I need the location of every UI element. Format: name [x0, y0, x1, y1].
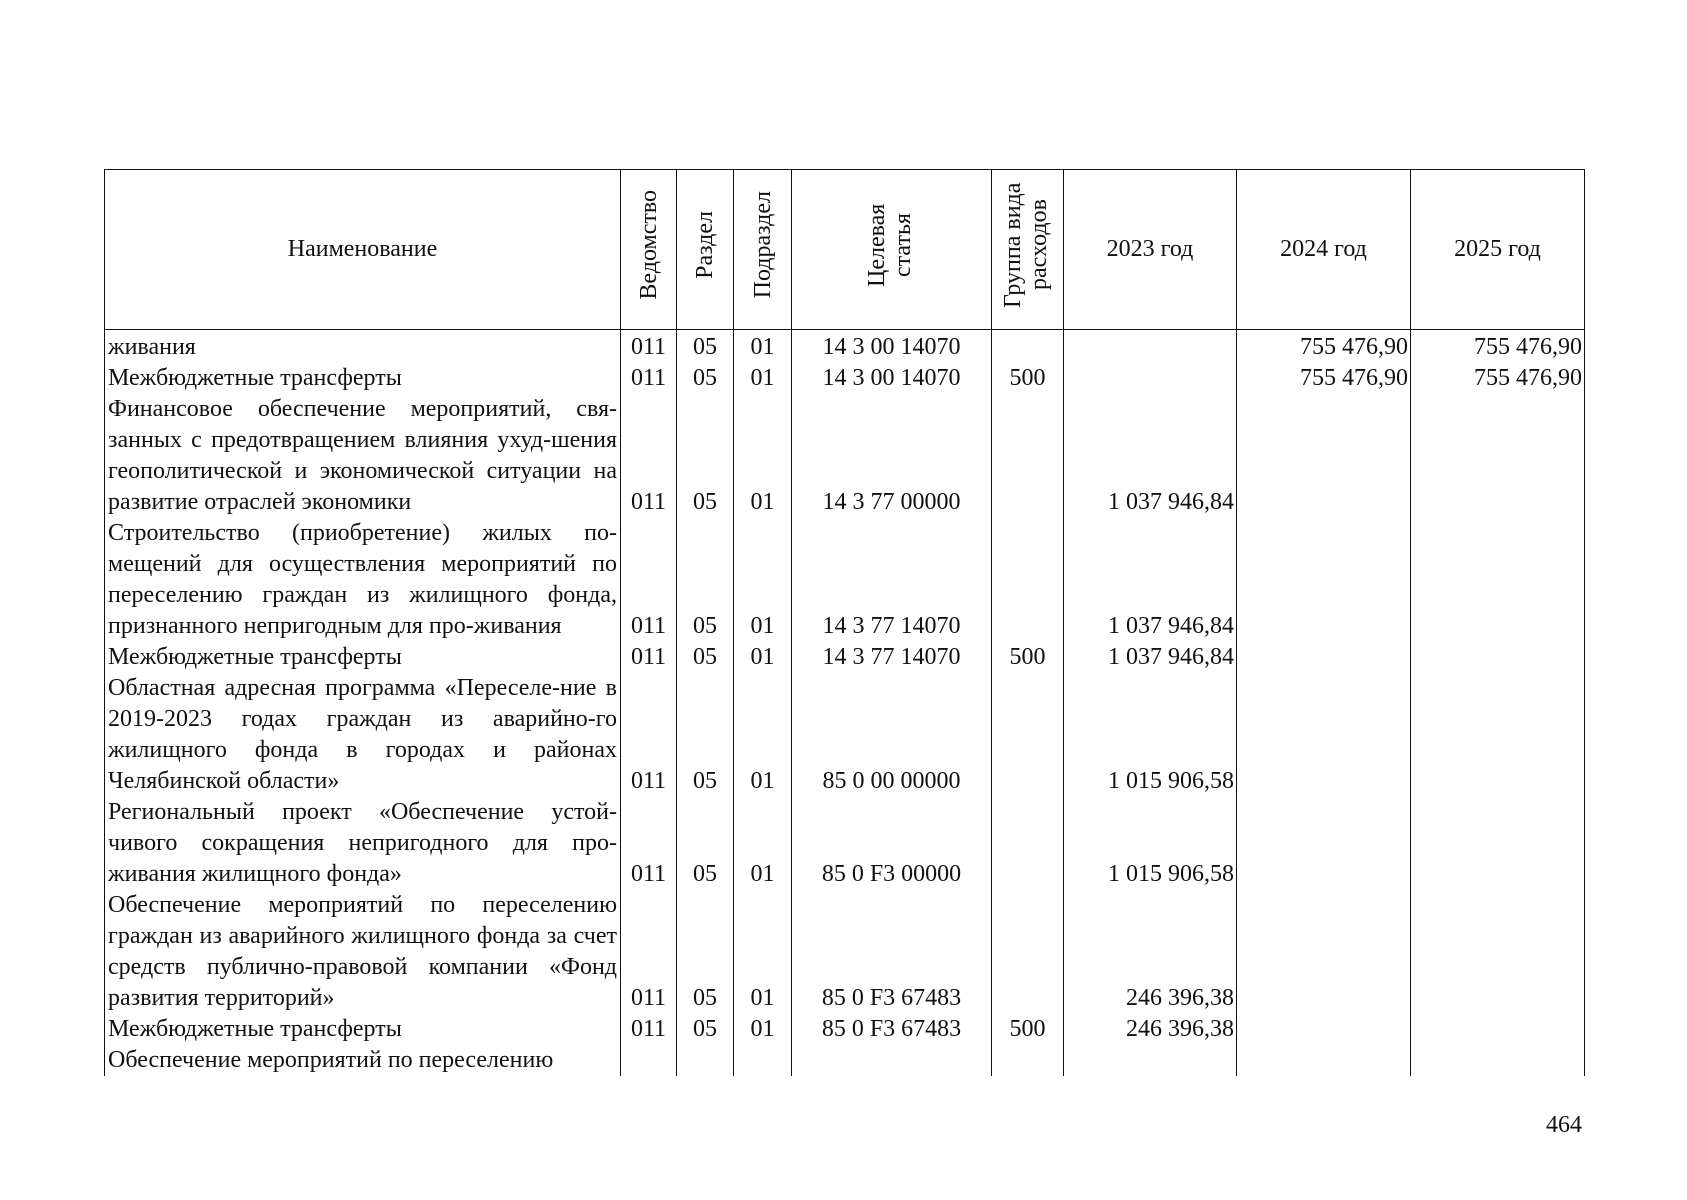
row-gruppa-vida	[992, 890, 1064, 1014]
row-value-2023: 246 396,38	[1064, 890, 1237, 1014]
row-podrazdel	[734, 1045, 792, 1076]
row-celevaya-statya: 85 0 F3 00000	[792, 797, 992, 890]
row-gruppa-vida	[992, 394, 1064, 518]
row-value-2024	[1237, 394, 1411, 518]
row-name: Межбюджетные трансферты	[105, 1014, 621, 1045]
row-name: Обеспечение мероприятий по переселению граждан из аварийного жилищного фонда за счет средств публично-правовой компании «Фонд развития территорий»	[105, 890, 621, 1014]
row-podrazdel: 01	[734, 363, 792, 394]
row-razdel: 05	[677, 330, 734, 364]
row-value-2024	[1237, 673, 1411, 797]
row-value-2025	[1411, 642, 1585, 673]
row-podrazdel: 01	[734, 642, 792, 673]
row-gruppa-vida: 500	[992, 642, 1064, 673]
table-row	[105, 1014, 1585, 1045]
row-razdel: 05	[677, 673, 734, 797]
page-number: 464	[1546, 1112, 1582, 1138]
row-celevaya-statya: 14 3 77 14070	[792, 642, 992, 673]
row-podrazdel: 01	[734, 673, 792, 797]
row-vedomstvo	[621, 1045, 677, 1076]
row-value-2024	[1237, 1045, 1411, 1076]
header-2023: 2023 год	[1064, 170, 1237, 330]
row-podrazdel: 01	[734, 330, 792, 364]
row-gruppa-vida: 500	[992, 363, 1064, 394]
row-vedomstvo: 011	[621, 394, 677, 518]
table-row	[105, 642, 1585, 673]
table-row	[105, 673, 1585, 797]
row-razdel: 05	[677, 518, 734, 642]
row-podrazdel: 01	[734, 797, 792, 890]
row-value-2023	[1064, 1045, 1237, 1076]
table-header-row	[105, 170, 1585, 330]
row-value-2023	[1064, 363, 1237, 394]
row-value-2023	[1064, 330, 1237, 364]
row-value-2025: 755 476,90	[1411, 363, 1585, 394]
row-name: Строительство (приобретение) жилых по-мещений для осуществления мероприятий по переселению граждан из жилищного фонда, признанного непригодным для про-живания	[105, 518, 621, 642]
row-celevaya-statya: 85 0 F3 67483	[792, 890, 992, 1014]
row-podrazdel: 01	[734, 890, 792, 1014]
row-name: Межбюджетные трансферты	[105, 642, 621, 673]
row-value-2023: 1 037 946,84	[1064, 518, 1237, 642]
row-gruppa-vida	[992, 518, 1064, 642]
row-value-2025	[1411, 890, 1585, 1014]
header-gruppa-vida: Группа вида расходов	[992, 170, 1064, 330]
row-podrazdel: 01	[734, 518, 792, 642]
row-vedomstvo: 011	[621, 363, 677, 394]
row-vedomstvo: 011	[621, 518, 677, 642]
budget-table	[104, 169, 1585, 1076]
row-vedomstvo: 011	[621, 890, 677, 1014]
row-value-2023: 1 037 946,84	[1064, 642, 1237, 673]
row-celevaya-statya: 14 3 77 00000	[792, 394, 992, 518]
row-value-2025	[1411, 797, 1585, 890]
row-vedomstvo: 011	[621, 1014, 677, 1045]
row-celevaya-statya: 85 0 F3 67483	[792, 1014, 992, 1045]
row-name: Региональный проект «Обеспечение устой-чивого сокращения непригодного для про-живания жилищного фонда»	[105, 797, 621, 890]
row-value-2025	[1411, 673, 1585, 797]
row-vedomstvo: 011	[621, 673, 677, 797]
row-value-2024: 755 476,90	[1237, 330, 1411, 364]
row-name: Областная адресная программа «Переселе-ние в 2019-2023 годах граждан из аварийно-го жилищного фонда в городах и районах Челябинской области»	[105, 673, 621, 797]
row-gruppa-vida	[992, 1045, 1064, 1076]
row-value-2023: 246 396,38	[1064, 1014, 1237, 1045]
row-value-2024	[1237, 1014, 1411, 1045]
header-celevaya-statya: Целевая статья	[792, 170, 992, 330]
table-row	[105, 890, 1585, 1014]
header-razdel: Раздел	[677, 170, 734, 330]
table-row	[105, 518, 1585, 642]
table-row	[105, 394, 1585, 518]
row-razdel: 05	[677, 394, 734, 518]
row-name: живания	[105, 330, 621, 364]
row-vedomstvo: 011	[621, 797, 677, 890]
row-razdel: 05	[677, 642, 734, 673]
row-podrazdel: 01	[734, 394, 792, 518]
row-razdel: 05	[677, 1014, 734, 1045]
table-row	[105, 363, 1585, 394]
header-2024: 2024 год	[1237, 170, 1411, 330]
row-vedomstvo: 011	[621, 642, 677, 673]
row-razdel: 05	[677, 890, 734, 1014]
row-celevaya-statya: 14 3 00 14070	[792, 330, 992, 364]
row-value-2023: 1 037 946,84	[1064, 394, 1237, 518]
row-value-2025	[1411, 1045, 1585, 1076]
header-podrazdel: Подраздел	[734, 170, 792, 330]
row-value-2025	[1411, 518, 1585, 642]
row-name: Обеспечение мероприятий по переселению	[105, 1045, 621, 1076]
row-celevaya-statya: 85 0 00 00000	[792, 673, 992, 797]
row-value-2025	[1411, 1014, 1585, 1045]
row-razdel: 05	[677, 797, 734, 890]
row-name: Межбюджетные трансферты	[105, 363, 621, 394]
row-gruppa-vida	[992, 797, 1064, 890]
table-row	[105, 1045, 1585, 1076]
row-vedomstvo: 011	[621, 330, 677, 364]
row-value-2024	[1237, 890, 1411, 1014]
row-razdel: 05	[677, 363, 734, 394]
row-gruppa-vida: 500	[992, 1014, 1064, 1045]
row-celevaya-statya: 14 3 00 14070	[792, 363, 992, 394]
row-celevaya-statya	[792, 1045, 992, 1076]
row-gruppa-vida	[992, 673, 1064, 797]
row-gruppa-vida	[992, 330, 1064, 364]
table-row	[105, 330, 1585, 364]
header-vedomstvo: Ведомство	[621, 170, 677, 330]
row-name: Финансовое обеспечение мероприятий, свя-занных с предотвращением влияния ухуд-шения геополитической и экономической ситуации на развитие отраслей экономики	[105, 394, 621, 518]
row-value-2025: 755 476,90	[1411, 330, 1585, 364]
table-body	[105, 330, 1585, 1077]
row-value-2024	[1237, 518, 1411, 642]
row-podrazdel: 01	[734, 1014, 792, 1045]
row-value-2023: 1 015 906,58	[1064, 797, 1237, 890]
row-value-2024	[1237, 642, 1411, 673]
row-celevaya-statya: 14 3 77 14070	[792, 518, 992, 642]
row-value-2025	[1411, 394, 1585, 518]
row-value-2023: 1 015 906,58	[1064, 673, 1237, 797]
table-row	[105, 797, 1585, 890]
header-2025: 2025 год	[1411, 170, 1585, 330]
row-value-2024: 755 476,90	[1237, 363, 1411, 394]
header-name: Наименование	[105, 170, 621, 330]
row-razdel	[677, 1045, 734, 1076]
row-value-2024	[1237, 797, 1411, 890]
